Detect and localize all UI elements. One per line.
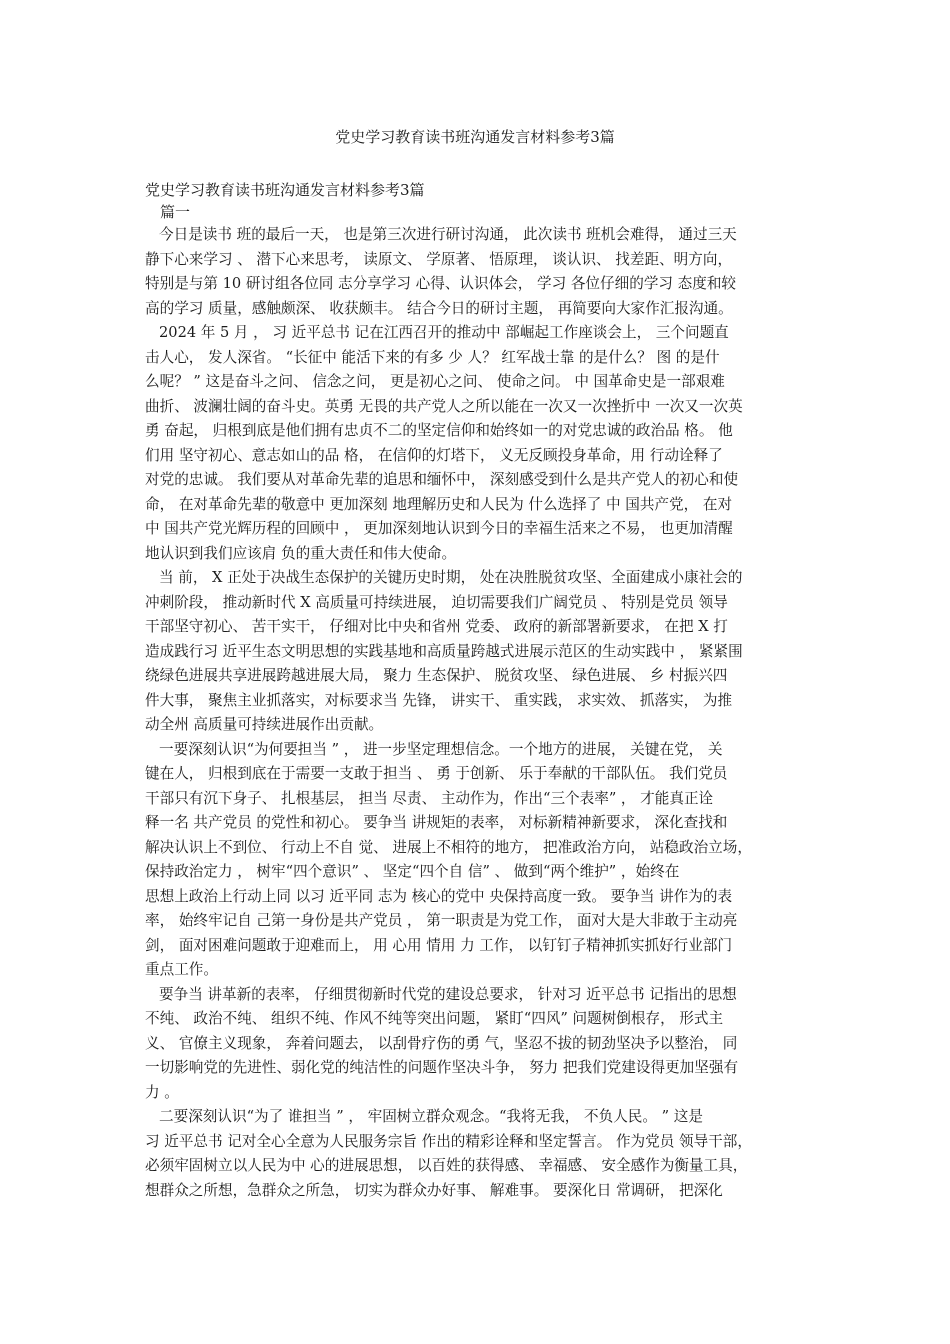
document-subtitle: 党史学习教育读书班沟通发言材料参考3篇	[145, 181, 425, 199]
paragraph-line: 勇 奋起， 归根到底是他们拥有忠贞不二的坚定信仰和始终如一的对党忠诚的政治品 格。 他	[145, 422, 733, 439]
paragraph-line: 地认识到我们应该肩 负的重大责任和伟大使命。	[145, 544, 457, 562]
paragraph-line: 特别是与第 10 研讨组各位同 志分享学习 心得、认识体会， 学习 各位仔细的学习 态度和较	[145, 275, 737, 292]
paragraph-line: 么呢？ ” 这是奋斗之问、 信念之问， 更是初心之问、 使命之问。 中 国革命史是一部艰难	[145, 373, 725, 390]
paragraph-line: 剑， 面对困难问题敢于迎难而上， 用 心用 情用 力 工作， 以钉钉子精神抓实抓好行业部门	[145, 936, 733, 954]
document-title: 党史学习教育读书班沟通发言材料参考3篇	[335, 128, 615, 146]
section-heading: 篇一	[160, 203, 191, 221]
paragraph-line: 一切影响党的先进性、弱化党的纯洁性的问题作坚决斗争， 努力 把我们党建设得更加坚强有	[145, 1059, 739, 1076]
paragraph	[145, 321, 811, 566]
paragraph-line: 键在人， 归根到底在于需要一支敢于担当 、 勇 于创新、 乐于奉献的干部队伍。 我们党员	[145, 765, 728, 782]
paragraph-line: 命， 在对革命先辈的敬意中 更加深刻 地理解历史和人民为 什么选择了 中 国共产党， 在对	[145, 495, 733, 513]
paragraph-line: 曲折、 波澜壮阔的奋斗史。英勇 无畏的共产党人之所以能在一次又一次挫折中 一次又一次英	[145, 397, 743, 415]
paragraph-line: 件大事， 聚焦主业抓落实，对标要求当 先锋， 讲实干、 重实践， 求实效、 抓落实， 为推	[145, 691, 733, 709]
paragraph-line: 干部坚守初心、 苦干实干， 仔细对比中央和省州 党委、 政府的新部署新要求， 在把 X 打	[145, 618, 728, 635]
paragraph-line: 义、 官僚主义现象， 奔着问题去， 以刮骨疗伤的勇 气，坚忍不拔的韧劲坚决予以整治， 同	[145, 1034, 738, 1052]
paragraph-line: 当 前， X 正处于决战生态保护的关键历史时期， 处在决胜脱贫攻坚、全面建成小康社会的	[159, 569, 743, 586]
paragraph-line: 释一名 共产党员 的党性和初心。 要争当 讲规矩的表率， 对标新精神新要求， 深化查找和	[145, 814, 728, 831]
paragraph	[145, 566, 811, 738]
paragraph-line: 二要深刻认识“为了 谁担当 ” ， 牢固树立群众观念。“我将无我， 不负人民。 ” 这是	[159, 1108, 703, 1125]
paragraph-line: 击人心， 发人深省。 “长征中 能活下来的有多 少 人？ 红军战士靠 的是什么？ 图 的是什	[145, 348, 720, 366]
paragraph-line: 解决认识上不到位、 行动上不自 觉、 进展上不相符的地方， 把准政治方向， 站稳政治立场，	[145, 838, 752, 856]
paragraph-line: 保持政治定力 ， 树牢“四个意识” 、 坚定“四个自 信” 、 做到“两个维护” ，始终在	[145, 863, 680, 880]
paragraph-list	[145, 223, 811, 1203]
document-body	[145, 179, 811, 1203]
paragraph-line: 想群众之所想，急群众之所急， 切实为群众办好事、 解难事。 要深化日 常调研， 把深化	[145, 1181, 723, 1199]
paragraph-line: 力 。	[145, 1083, 179, 1101]
paragraph-line: 对党的忠诚。 我们要从对革命先辈的追思和缅怀中， 深刻感受到什么是共产党人的初心和使	[145, 471, 739, 488]
paragraph	[145, 223, 811, 321]
paragraph-line: 思想上政治上行动上同 以习 近平同 志为 核心的党中 央保持高度一致。 要争当 讲作为的表	[145, 887, 733, 905]
paragraph-line: 一要深刻认识“为何要担当 ” ， 进一步坚定理想信念。一个地方的进展， 关键在党， 关	[159, 740, 723, 758]
paragraph-line: 必须牢固树立以人民为中 心的进展思想， 以百姓的获得感、 幸福感、 安全感作为衡量工具，	[145, 1157, 748, 1174]
paragraph-line: 动全州 高质量可持续进展作出贡献。	[145, 716, 384, 733]
paragraph-line: 中 国共产党光辉历程的回顾中 ， 更加深刻地认识到今日的幸福生活来之不易， 也更加清醒	[145, 520, 733, 537]
paragraph	[145, 1105, 811, 1203]
paragraph	[145, 738, 811, 983]
paragraph-line: 静下心来学习 、 潜下心来思考， 读原文、 学原著、 悟原理， 谈认识、 找差距、明方向，	[145, 250, 733, 268]
paragraph-line: 造成践行习 近平生态文明思想的实践基地和高质量跨越式进展示范区的生动实践中 ， 紧紧围	[145, 642, 743, 660]
paragraph-line: 绕绿色进展共享进展跨越进展大局， 聚力 生态保护、 脱贫攻坚、 绿色进展、 乡 村振兴四	[145, 667, 728, 684]
paragraph-line: 不纯、 政治不纯、 组织不纯、作风不纯等突出问题， 紧盯“四风” 问题树倒根存， 形式主	[145, 1010, 724, 1027]
paragraph-line: 冲刺阶段， 推动新时代 X 高质量可持续进展， 迫切需要我们广阔党员 、 特别是党员 领导	[145, 593, 728, 611]
paragraph-line: 高的学习 质量，感触颇深、 收获颇丰。 结合今日的研讨主题， 再简要向大家作汇报沟通。	[145, 299, 733, 317]
paragraph-line: 干部只有沉下身子、 扎根基层， 担当 尽责、 主动作为，作出“三个表率” ， 才能真正诠	[145, 789, 714, 807]
paragraph-line: 今日是读书 班的最后一天， 也是第三次进行研讨沟通， 此次读书 班机会难得， 通过三天	[159, 226, 737, 243]
paragraph-line: 2024 年 5 月 ， 习 近平总书 记在江西召开的推动中 部崛起工作座谈会上， 三个问题直	[159, 324, 729, 341]
paragraph-line: 们用 坚守初心、意志如山的品 格， 在信仰的灯塔下， 义无反顾投身革命，用 行动诠释了	[145, 446, 723, 464]
paragraph-line: 要争当 讲革新的表率， 仔细贯彻新时代党的建设总要求， 针对习 近平总书 记指出的思想	[159, 985, 737, 1003]
paragraph-line: 重点工作。	[145, 961, 218, 978]
paragraph-line: 率， 始终牢记自 己第一身份是共产党员 ， 第一职责是为党工作， 面对大是大非敢于主动亮	[145, 912, 738, 929]
paragraph	[145, 983, 811, 1106]
paragraph-line: 习 近平总书 记对全心全意为人民服务宗旨 作出的精彩诠释和坚定誓言。 作为党员 领导干部，	[145, 1132, 752, 1150]
